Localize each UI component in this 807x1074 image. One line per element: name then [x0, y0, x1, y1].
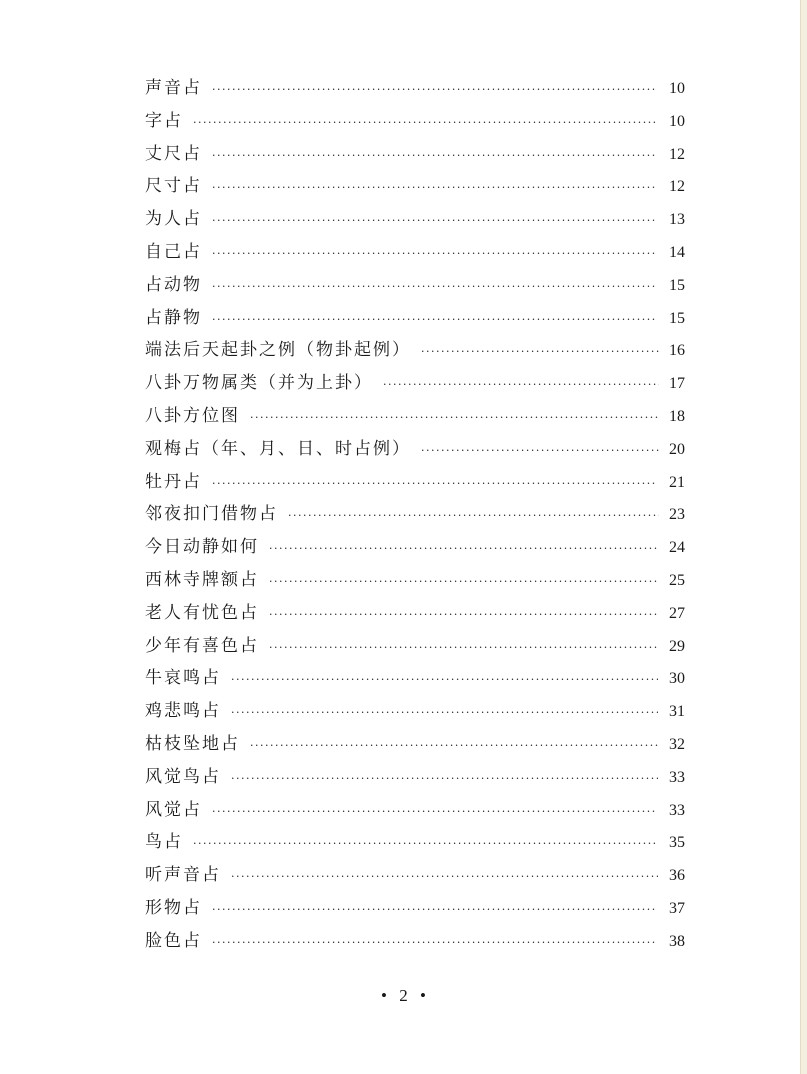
toc-entry: [145, 105, 685, 138]
dot-leader: [212, 74, 657, 107]
dot-leader: [212, 796, 657, 829]
toc-entry-title: 占动物: [145, 274, 202, 295]
toc-entry: [145, 498, 685, 531]
dot-leader: [231, 763, 658, 796]
toc-entry-page: 12: [669, 145, 685, 163]
toc-entry-title: 少年有喜色占: [145, 635, 259, 656]
toc-entry-page: 14: [669, 243, 685, 261]
dot-leader: [250, 402, 659, 435]
toc-entry: [145, 662, 685, 695]
toc-entry-page: 27: [669, 604, 685, 622]
toc-entry-page: 13: [669, 211, 685, 229]
toc-entry: [145, 334, 685, 367]
dot-leader: [212, 238, 657, 271]
dot-leader: [212, 304, 657, 337]
dot-leader: [212, 271, 657, 304]
toc-entry: [145, 597, 685, 630]
dot-leader: [269, 599, 659, 632]
bullet-right: •: [420, 986, 426, 1005]
dot-leader: [269, 632, 659, 665]
toc-entry-page: 10: [669, 80, 685, 97]
dot-leader: [250, 730, 659, 763]
toc-entry-title: 听声音占: [145, 865, 221, 886]
toc-entry-title: 尺寸占: [145, 176, 202, 197]
toc-entry-page: 37: [669, 899, 685, 917]
toc-entry-title: 观梅占（年、月、日、时占例）: [145, 438, 411, 459]
toc-entry-title: 邻夜扣门借物占: [145, 504, 278, 525]
toc-entry-title: 丈尺占: [145, 143, 202, 164]
toc-entry: [145, 236, 685, 269]
toc-entry-page: 17: [669, 375, 685, 393]
bullet-left: •: [381, 986, 387, 1005]
toc-entry: [145, 695, 685, 728]
toc-entry: [145, 794, 685, 827]
dot-leader: [212, 894, 657, 927]
toc-entry: [145, 630, 685, 663]
toc-entry-page: 21: [669, 473, 685, 491]
toc-entry: [145, 564, 685, 597]
toc-entry: [145, 728, 685, 761]
dot-leader: [231, 861, 658, 894]
toc-entry-page: 12: [669, 178, 685, 196]
toc-entry: [145, 826, 685, 859]
toc-entry-page: 15: [669, 276, 685, 294]
toc-entry: [145, 400, 685, 433]
toc-entry-title: 牛哀鸣占: [145, 668, 221, 689]
table-of-contents: [145, 72, 685, 958]
toc-entry-title: 字占: [145, 110, 183, 131]
dot-leader: [212, 205, 657, 238]
toc-entry-title: 八卦万物属类（并为上卦）: [145, 373, 373, 394]
dot-leader: [212, 927, 657, 960]
toc-entry-title: 端法后天起卦之例（物卦起例）: [145, 340, 411, 361]
dot-leader: [269, 566, 659, 599]
toc-entry: [145, 367, 685, 400]
toc-entry: [145, 269, 685, 302]
dot-leader: [212, 172, 657, 205]
toc-entry: [145, 859, 685, 892]
toc-entry-title: 八卦方位图: [145, 405, 240, 426]
toc-entry-title: 鸟占: [145, 832, 183, 853]
toc-entry: [145, 302, 685, 335]
toc-entry-title: 风觉鸟占: [145, 766, 221, 787]
toc-entry-title: 今日动静如何: [145, 537, 259, 558]
toc-entry-page: 15: [669, 309, 685, 327]
dot-leader: [212, 140, 657, 173]
dot-leader: [421, 336, 659, 369]
toc-entry-page: 31: [669, 703, 685, 721]
toc-entry-title: 为人占: [145, 209, 202, 230]
page-edge: [800, 0, 807, 1074]
page-number: 2: [399, 986, 408, 1005]
toc-entry-title: 西林寺牌额占: [145, 569, 259, 590]
toc-entry-page: 32: [669, 735, 685, 753]
toc-entry-page: 16: [669, 342, 685, 360]
toc-entry-page: 10: [669, 112, 685, 130]
page-number-footer: [0, 986, 807, 1006]
toc-entry: [145, 138, 685, 171]
toc-entry-title: 自己占: [145, 241, 202, 262]
dot-leader: [288, 500, 659, 533]
toc-entry-page: 33: [669, 768, 685, 786]
toc-entry-page: 18: [669, 407, 685, 425]
dot-leader: [383, 369, 659, 402]
toc-entry-page: 36: [669, 867, 685, 885]
toc-entry-title: 脸色占: [145, 930, 202, 951]
toc-entry: [145, 170, 685, 203]
dot-leader: [269, 533, 659, 566]
toc-entry: [145, 203, 685, 236]
toc-entry: [145, 531, 685, 564]
toc-entry: [145, 925, 685, 958]
toc-entry-page: 33: [669, 801, 685, 819]
dot-leader: [212, 468, 657, 501]
dot-leader: [231, 664, 658, 697]
toc-entry-title: 声音占: [145, 78, 202, 98]
toc-entry-title: 鸡悲鸣占: [145, 701, 221, 722]
dot-leader: [421, 435, 659, 468]
toc-entry: [145, 466, 685, 499]
toc-entry-page: 25: [669, 571, 685, 589]
dot-leader: [193, 107, 656, 140]
toc-entry: [145, 72, 685, 105]
toc-entry: [145, 761, 685, 794]
toc-entry: [145, 433, 685, 466]
toc-entry-page: 35: [669, 834, 685, 852]
toc-entry-page: 20: [669, 440, 685, 458]
toc-entry-page: 23: [669, 506, 685, 524]
dot-leader: [193, 828, 656, 861]
toc-entry-page: 38: [669, 932, 685, 950]
toc-entry-page: 29: [669, 637, 685, 655]
toc-entry-title: 老人有忧色占: [145, 602, 259, 623]
toc-entry: [145, 892, 685, 925]
toc-entry-title: 占静物: [145, 307, 202, 328]
toc-entry-page: 30: [669, 670, 685, 688]
toc-entry-page: 24: [669, 539, 685, 557]
dot-leader: [231, 697, 658, 730]
toc-entry-title: 牡丹占: [145, 471, 202, 492]
toc-entry-title: 枯枝坠地占: [145, 733, 240, 754]
toc-entry-title: 形物占: [145, 897, 202, 918]
toc-entry-title: 风觉占: [145, 799, 202, 820]
